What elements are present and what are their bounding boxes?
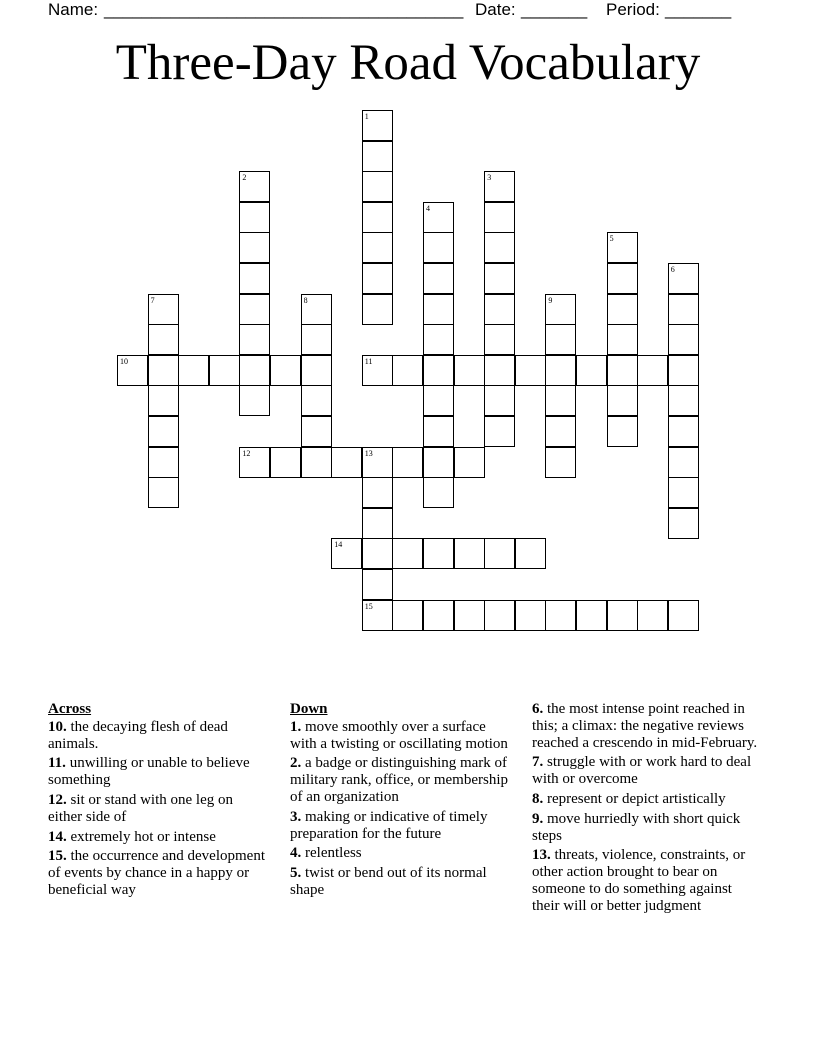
down-clues-continued	[532, 701, 762, 918]
crossword-cell[interactable]	[362, 110, 393, 141]
crossword-cell[interactable]	[515, 355, 546, 386]
crossword-cell[interactable]	[423, 385, 454, 416]
crossword-cell[interactable]	[209, 355, 240, 386]
clue-text: struggle with or work hard to deal with or overcome	[532, 754, 752, 788]
down-clue	[290, 809, 512, 843]
clue-number-label: 2.	[290, 755, 302, 772]
crossword-cell[interactable]	[607, 324, 638, 355]
crossword-cell[interactable]	[484, 324, 515, 355]
down-clue-list-continued	[532, 701, 762, 915]
crossword-cell[interactable]	[362, 263, 393, 294]
crossword-cell[interactable]	[484, 416, 515, 447]
crossword-cell[interactable]	[270, 355, 301, 386]
crossword-cell[interactable]	[362, 508, 393, 539]
crossword-cell[interactable]	[301, 416, 332, 447]
crossword-cell[interactable]	[576, 600, 607, 631]
crossword-cell[interactable]	[545, 385, 576, 416]
clue-number-label: 12.	[48, 791, 67, 808]
clue-number-label: 1.	[290, 718, 302, 735]
down-clue	[532, 811, 762, 845]
crossword-cell[interactable]	[301, 324, 332, 355]
clue-number: 3	[487, 173, 492, 183]
down-clues	[290, 701, 512, 902]
clue-number: 11	[364, 356, 373, 366]
clue-number: 4	[426, 203, 430, 213]
clue-number-label: 8.	[532, 790, 544, 807]
crossword-cell[interactable]	[545, 416, 576, 447]
crossword-cell[interactable]	[576, 355, 607, 386]
clue-text: represent or depict artistically	[543, 790, 726, 807]
clue-number-label: 7.	[532, 754, 544, 771]
crossword-cell[interactable]	[484, 294, 515, 325]
clue-text: the most intense point reached in this; a climax: the negative reviews reached a crescendo in mid-February.	[532, 701, 758, 751]
crossword-cell[interactable]	[668, 263, 699, 294]
date-label: Date:	[475, 0, 516, 19]
clue-number-label: 13.	[532, 847, 551, 864]
crossword-cell[interactable]	[392, 538, 423, 569]
clue-text: move hurriedly with short quick steps	[532, 810, 741, 844]
clue-number: 10	[120, 356, 128, 366]
crossword-cell[interactable]	[607, 263, 638, 294]
crossword-cell[interactable]	[423, 538, 454, 569]
clue-number-label: 10.	[48, 718, 67, 735]
clue-text: the occurrence and development of events by chance in a happy or beneficial way	[48, 848, 265, 898]
crossword-cell[interactable]	[362, 355, 393, 386]
crossword-cell[interactable]	[362, 477, 393, 508]
crossword-cell[interactable]	[668, 324, 699, 355]
crossword-cell[interactable]	[148, 355, 179, 386]
period-label: Period:	[606, 0, 660, 19]
across-clue	[48, 848, 270, 898]
clue-text: making or indicative of timely preparation for the future	[290, 808, 488, 842]
crossword-cell[interactable]	[484, 232, 515, 263]
crossword-cell[interactable]	[668, 355, 699, 386]
crossword-cell[interactable]	[607, 600, 638, 631]
crossword-cell[interactable]	[362, 232, 393, 263]
crossword-cell[interactable]	[362, 569, 393, 600]
crossword-cell[interactable]	[545, 600, 576, 631]
crossword-cell[interactable]	[668, 508, 699, 539]
crossword-cell[interactable]	[392, 447, 423, 478]
down-clue-list	[290, 719, 512, 899]
crossword-cell[interactable]	[331, 538, 362, 569]
down-clue	[290, 755, 512, 805]
page-title: Three-Day Road Vocabulary	[115, 35, 701, 91]
across-clues	[48, 701, 270, 902]
clue-text: sit or stand with one leg on either side of	[48, 791, 233, 825]
clue-number: 6	[670, 265, 675, 274]
clue-number: 12	[242, 448, 251, 458]
clue-number-label: 9.	[532, 810, 544, 827]
clue-number: 1	[364, 112, 369, 121]
crossword-cell[interactable]	[117, 355, 148, 386]
clue-number: 9	[548, 295, 553, 305]
crossword-cell[interactable]	[423, 416, 454, 447]
crossword-cell[interactable]	[423, 202, 454, 233]
crossword-cell[interactable]	[423, 355, 454, 386]
crossword-cell[interactable]	[607, 385, 638, 416]
crossword-cell[interactable]	[454, 355, 485, 386]
down-clue	[290, 865, 512, 899]
period-blank[interactable]: _______	[665, 0, 732, 19]
crossword-cell[interactable]	[484, 538, 515, 569]
crossword-cell[interactable]	[301, 447, 332, 478]
across-clue-list	[48, 719, 270, 899]
crossword-cell[interactable]	[454, 447, 485, 478]
crossword-cell[interactable]	[545, 447, 576, 478]
crossword-cell[interactable]	[148, 477, 179, 508]
crossword-cell[interactable]	[484, 600, 515, 631]
crossword-cell[interactable]	[607, 294, 638, 325]
crossword-cell[interactable]	[239, 232, 270, 263]
crossword-cell[interactable]	[239, 385, 270, 416]
clue-text: unwilling or unable to believe something	[48, 755, 250, 789]
crossword-cell[interactable]	[607, 416, 638, 447]
clue-text: a badge or distinguishing mark of military rank, office, or membership of an organization	[290, 755, 508, 805]
crossword-cell[interactable]	[331, 447, 362, 478]
crossword-cell[interactable]	[484, 171, 515, 202]
clue-number: 15	[364, 601, 373, 611]
crossword-cell[interactable]	[423, 447, 454, 478]
down-clue	[290, 719, 512, 753]
clue-text: the decaying flesh of dead animals.	[48, 718, 228, 752]
crossword-cell[interactable]	[545, 324, 576, 355]
clue-text: move smoothly over a surface with a twisting or oscillating motion	[290, 718, 508, 752]
crossword-cell[interactable]	[484, 263, 515, 294]
across-clue	[48, 829, 270, 846]
clue-number: 14	[334, 540, 343, 550]
clue-number-label: 11.	[48, 755, 66, 772]
across-clue	[48, 792, 270, 826]
name-label: Name:	[48, 0, 99, 19]
crossword-cell[interactable]	[362, 538, 393, 569]
down-heading: Down	[290, 701, 328, 717]
crossword-cell[interactable]	[484, 385, 515, 416]
clue-text: relentless	[301, 845, 362, 862]
crossword-cell[interactable]	[668, 600, 699, 631]
crossword-cell[interactable]	[515, 600, 546, 631]
crossword-cell[interactable]	[637, 355, 668, 386]
crossword-cell[interactable]	[301, 294, 332, 325]
crossword-cell[interactable]	[668, 294, 699, 325]
crossword-cell[interactable]	[362, 141, 393, 172]
crossword-cell[interactable]	[362, 202, 393, 233]
crossword-cell[interactable]	[668, 477, 699, 508]
crossword-cell[interactable]	[239, 202, 270, 233]
crossword-cell[interactable]	[423, 477, 454, 508]
crossword-cell[interactable]	[301, 355, 332, 386]
date-blank[interactable]: _______	[521, 0, 588, 19]
crossword-cell[interactable]	[484, 355, 515, 386]
clue-text: threats, violence, constraints, or other action brought to bear on someone to do something against their will or better judgment	[532, 847, 746, 914]
down-clue	[532, 791, 762, 808]
crossword-cell[interactable]	[545, 355, 576, 386]
clue-number-label: 14.	[48, 828, 67, 845]
crossword-cell[interactable]	[239, 171, 270, 202]
crossword-cell[interactable]	[607, 355, 638, 386]
crossword-cell[interactable]	[362, 447, 393, 478]
crossword-cell[interactable]	[545, 294, 576, 325]
across-heading: Across	[48, 701, 92, 717]
name-blank[interactable]: ______________________________________	[104, 0, 464, 19]
clue-number-label: 3.	[290, 808, 302, 825]
down-clue	[532, 847, 762, 914]
crossword-cell[interactable]	[484, 202, 515, 233]
clue-text: twist or bend out of its normal shape	[290, 865, 487, 898]
clue-number: 5	[609, 234, 614, 244]
crossword-cell[interactable]	[423, 263, 454, 294]
crossword-cell[interactable]	[239, 447, 270, 478]
crossword-cell[interactable]	[423, 294, 454, 325]
clue-number-label: 15.	[48, 848, 67, 865]
clue-number: 8	[303, 295, 308, 305]
crossword-cell[interactable]	[607, 232, 638, 263]
crossword-cell[interactable]	[148, 416, 179, 447]
crossword-cell[interactable]	[423, 232, 454, 263]
crossword-cell[interactable]	[239, 355, 270, 386]
crossword-cell[interactable]	[423, 600, 454, 631]
crossword-cell[interactable]	[454, 600, 485, 631]
down-clue	[532, 701, 762, 751]
crossword-cell[interactable]	[637, 600, 668, 631]
across-clue	[48, 719, 270, 753]
clue-number-label: 4.	[290, 845, 302, 862]
clue-number-label: 6.	[532, 701, 544, 717]
crossword-cell[interactable]	[362, 294, 393, 325]
clue-number: 13	[364, 448, 373, 458]
down-clue	[532, 754, 762, 788]
crossword-cell[interactable]	[515, 538, 546, 569]
crossword-cell[interactable]	[270, 447, 301, 478]
crossword-cell[interactable]	[148, 447, 179, 478]
crossword-cell[interactable]	[148, 324, 179, 355]
crossword-cell[interactable]	[239, 294, 270, 325]
down-clue	[290, 845, 512, 862]
crossword-cell[interactable]	[668, 416, 699, 447]
crossword-cell[interactable]	[454, 538, 485, 569]
crossword-cell[interactable]	[668, 447, 699, 478]
clue-number-label: 5.	[290, 865, 302, 882]
clue-number: 7	[150, 295, 155, 305]
crossword-cell[interactable]	[392, 600, 423, 631]
crossword-cell[interactable]	[392, 355, 423, 386]
crossword-cell[interactable]	[239, 324, 270, 355]
clue-text: extremely hot or intense	[66, 828, 216, 845]
across-clue	[48, 755, 270, 789]
crossword-cell[interactable]	[148, 294, 179, 325]
crossword-cell[interactable]	[423, 324, 454, 355]
crossword-cell[interactable]	[148, 385, 179, 416]
crossword-cell[interactable]	[668, 385, 699, 416]
crossword-cell[interactable]	[362, 171, 393, 202]
clue-number: 2	[242, 173, 247, 183]
crossword-cell[interactable]	[362, 600, 393, 631]
crossword-cell[interactable]	[301, 385, 332, 416]
crossword-cell[interactable]	[239, 263, 270, 294]
crossword-cell[interactable]	[178, 355, 209, 386]
